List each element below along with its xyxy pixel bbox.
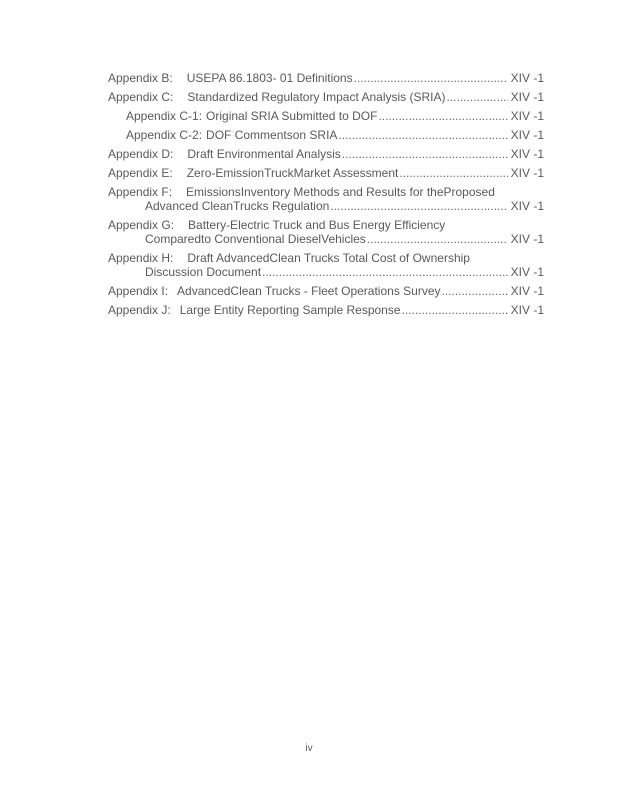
toc-entry-title: Zero-EmissionTruckMarket Assessment (186, 166, 399, 180)
dot-leader (262, 265, 508, 279)
toc-entry-page: XIV -1 (510, 199, 544, 213)
toc-entry-appendix-b[interactable] (108, 71, 544, 85)
toc-entry-title-line2: Discussion Document (145, 265, 262, 279)
toc-entry-label: Appendix C-1: (126, 109, 203, 123)
toc-entry-title: Standardized Regulatory Impact Analysis (SRIA) (187, 90, 446, 104)
toc-entry-title-line2: Advanced CleanTrucks Regulation (145, 199, 330, 213)
toc-entry-label: Appendix H: (108, 251, 174, 265)
toc-entry-label: Appendix E: (108, 166, 173, 180)
toc-entry-appendix-i[interactable] (108, 284, 544, 298)
dot-leader (402, 303, 508, 317)
toc-entry-label: Appendix B: (108, 71, 173, 85)
toc-entry-title: USEPA 86.1803- 01 Definitions (186, 71, 353, 85)
toc-entry-page: XIV -1 (510, 90, 544, 104)
dot-leader (447, 90, 509, 104)
toc-entry-label: Appendix D: (108, 147, 174, 161)
toc-entry-label: Appendix C: (108, 90, 174, 104)
toc-entry-page: XIV -1 (510, 232, 544, 246)
toc-entry-title: Original SRIA Submitted to DOF (206, 109, 378, 123)
toc-entry-appendix-f[interactable] (108, 185, 544, 213)
toc-entry-appendix-e[interactable] (108, 166, 544, 180)
toc-entry-page: XIV -1 (510, 71, 544, 85)
toc-entry-label: Appendix I: (108, 284, 169, 298)
dot-leader (367, 232, 508, 246)
toc-entry-appendix-j[interactable] (108, 303, 544, 317)
toc-entry-appendix-d[interactable] (108, 147, 544, 161)
toc-entry-title-line1: Draft AdvancedClean Trucks Total Cost of Ownership (187, 251, 470, 265)
toc-entry-label: Appendix J: (108, 303, 171, 317)
toc-entry-label: Appendix C-2: (126, 128, 203, 142)
toc-entry-appendix-c-2[interactable] (108, 128, 544, 142)
toc-entry-page: XIV -1 (510, 128, 544, 142)
dot-leader (378, 109, 508, 123)
toc-entry-label: Appendix F: (108, 185, 173, 199)
toc-entry-page: XIV -1 (510, 284, 544, 298)
table-of-contents (108, 71, 544, 322)
page-number: iv (305, 743, 313, 754)
toc-entry-title: Draft Environmental Analysis (187, 147, 341, 161)
toc-entry-title-line1: Battery-Electric Truck and Bus Energy Efficiency (188, 218, 446, 232)
dot-leader (338, 128, 508, 142)
toc-entry-appendix-h[interactable] (108, 251, 544, 279)
toc-entry-page: XIV -1 (510, 166, 544, 180)
dot-leader (442, 284, 508, 298)
toc-entry-appendix-c[interactable] (108, 90, 544, 104)
dot-leader (342, 147, 508, 161)
dot-leader (399, 166, 508, 180)
toc-entry-title: DOF Commentson SRIA (206, 128, 338, 142)
toc-entry-appendix-g[interactable] (108, 218, 544, 246)
dot-leader (354, 71, 508, 85)
toc-entry-page: XIV -1 (510, 265, 544, 279)
toc-entry-page: XIV -1 (510, 303, 544, 317)
toc-entry-page: XIV -1 (510, 147, 544, 161)
toc-entry-title: AdvancedClean Trucks - Fleet Operations Survey (177, 284, 441, 298)
dot-leader (330, 199, 508, 213)
toc-entry-label: Appendix G: (108, 218, 175, 232)
toc-entry-title-line2: Comparedto Conventional DieselVehicles (145, 232, 366, 246)
toc-entry-title-line1: EmissionsInventory Methods and Results for theProposed (186, 185, 495, 199)
toc-entry-appendix-c-1[interactable] (108, 109, 544, 123)
toc-entry-title: Large Entity Reporting Sample Response (179, 303, 401, 317)
toc-entry-page: XIV -1 (510, 109, 544, 123)
